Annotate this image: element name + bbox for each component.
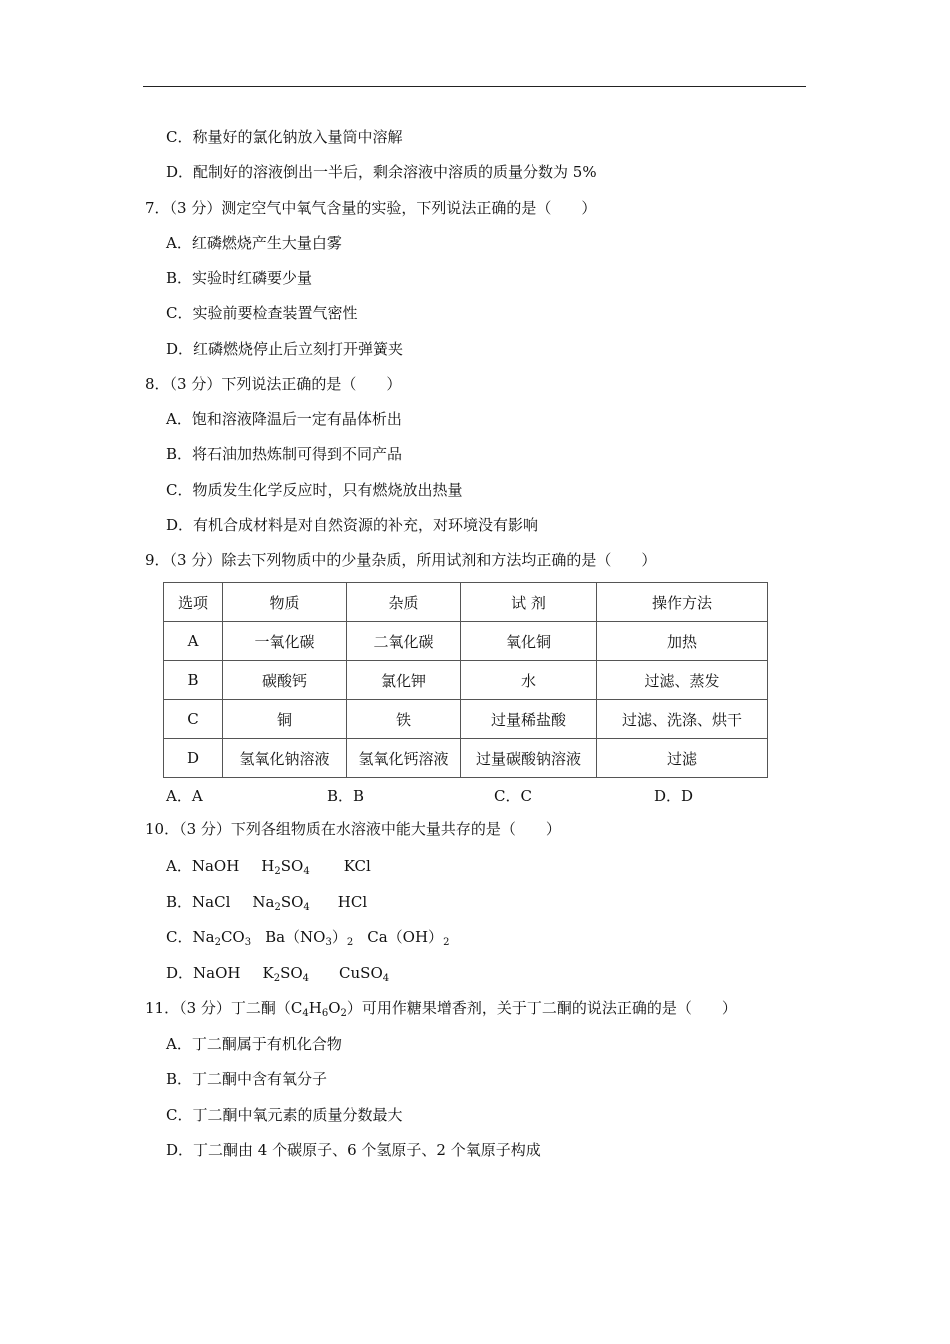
option-label: C．: [166, 928, 193, 946]
table-cell: 碳酸钙: [223, 661, 347, 700]
table-cell: 氢氧化钙溶液: [347, 739, 461, 778]
q10-option-d: [166, 963, 389, 983]
q9-choice-a: A．A: [166, 787, 203, 805]
q6-option-c: C．称量好的氯化钠放入量筒中溶解: [166, 128, 403, 146]
q7-option-c: C．实验前要检查装置气密性: [166, 304, 358, 322]
q10-option-a: [166, 856, 371, 876]
table-row: [164, 700, 768, 739]
q9-stem: 9．（3 分）除去下列物质中的少量杂质，所用试剂和方法均正确的是（ ）: [145, 551, 657, 569]
table-header-cell: 选项: [164, 583, 223, 622]
formula: NaCl: [192, 893, 231, 911]
table-cell: D: [164, 739, 223, 778]
q7-option-d: D．红磷燃烧停止后立刻打开弹簧夹: [166, 340, 404, 358]
table-header-row: [164, 583, 768, 622]
table-cell: C: [164, 700, 223, 739]
table-header-cell: 试 剂: [461, 583, 597, 622]
table-cell: A: [164, 622, 223, 661]
formula: $K_2SO_4$: [262, 964, 310, 984]
q10-option-b: [166, 892, 367, 912]
formula: $Ca(OH)_2$: [367, 928, 450, 948]
q11-option-a: A．丁二酮属于有机化合物: [166, 1035, 342, 1053]
table-cell: 过滤、蒸发: [597, 661, 768, 700]
table-row: [164, 622, 768, 661]
q8-option-a: A．饱和溶液降温后一定有晶体析出: [166, 410, 402, 428]
q9-choice-c: C．C: [494, 787, 532, 805]
q7-option-a: A．红磷燃烧产生大量白雾: [166, 234, 342, 252]
table-cell: 过滤: [597, 739, 768, 778]
q11-option-c: C．丁二酮中氧元素的质量分数最大: [166, 1106, 403, 1124]
table-cell: 加热: [597, 622, 768, 661]
table-cell: 过量碳酸钠溶液: [461, 739, 597, 778]
formula: NaOH: [191, 857, 240, 875]
table-cell: 过量稀盐酸: [461, 700, 597, 739]
q11-option-b: B．丁二酮中含有氧分子: [166, 1070, 328, 1088]
table-cell: 过滤、洗涤、烘干: [597, 700, 768, 739]
formula: KCl: [343, 857, 371, 875]
header-rule: [143, 86, 806, 87]
table-cell: B: [164, 661, 223, 700]
table-row: [164, 661, 768, 700]
q7-option-b: B．实验时红磷要少量: [166, 269, 313, 287]
option-label: D．: [166, 964, 194, 982]
table-header-cell: 操作方法: [597, 583, 768, 622]
q8-stem: 8．（3 分）下列说法正确的是（ ）: [145, 375, 402, 393]
q11-option-d: D．丁二酮由 4 个碳原子、6 个氢原子、2 个氧原子构成: [166, 1141, 541, 1159]
q8-option-d: D．有机合成材料是对自然资源的补充，对环境没有影响: [166, 516, 539, 534]
q9-choice-d: D．D: [654, 787, 694, 805]
formula: CuSO$_4$: [339, 964, 390, 984]
q11-stem: 11．（3 分）丁二酮$(C_4H_6O_2)$可用作糖果增香剂，关于丁二酮的说法正确的是（ ）: [145, 999, 737, 1019]
option-label: A．: [166, 857, 192, 875]
q8-option-c: C．物质发生化学反应时，只有燃烧放出热量: [166, 481, 463, 499]
q6-option-d: D．配制好的溶液倒出一半后，剩余溶液中溶质的质量分数为 5%: [166, 163, 597, 181]
q10-option-c: [166, 927, 449, 947]
table-cell: 氢氧化钠溶液: [223, 739, 347, 778]
formula: NaOH: [193, 964, 241, 982]
option-label: B．: [166, 893, 193, 911]
q10-stem: 10．（3 分）下列各组物质在水溶液中能大量共存的是（ ）: [145, 820, 561, 838]
table-row: [164, 739, 768, 778]
table-cell: 氯化钾: [347, 661, 461, 700]
formula: $Na_2SO_4$: [252, 893, 310, 913]
table-header-cell: 物质: [223, 583, 347, 622]
q9-table: [163, 582, 768, 778]
formula: $Ba(NO_3)_2$: [265, 928, 354, 948]
q8-option-b: B．将石油加热炼制可得到不同产品: [166, 445, 403, 463]
table-cell: 水: [461, 661, 597, 700]
table-cell: 一氧化碳: [223, 622, 347, 661]
formula: $Na_2CO_3$: [192, 928, 252, 948]
table-cell: 铜: [223, 700, 347, 739]
table-cell: 氧化铜: [461, 622, 597, 661]
formula: HCl: [337, 893, 368, 911]
q9-choice-b: B．B: [327, 787, 365, 805]
table-cell: 二氧化碳: [347, 622, 461, 661]
table-header-cell: 杂质: [347, 583, 461, 622]
table-cell: 铁: [347, 700, 461, 739]
formula: $H_2SO_4$: [261, 857, 310, 877]
q7-stem: 7．（3 分）测定空气中氧气含量的实验，下列说法正确的是（ ）: [145, 199, 597, 217]
